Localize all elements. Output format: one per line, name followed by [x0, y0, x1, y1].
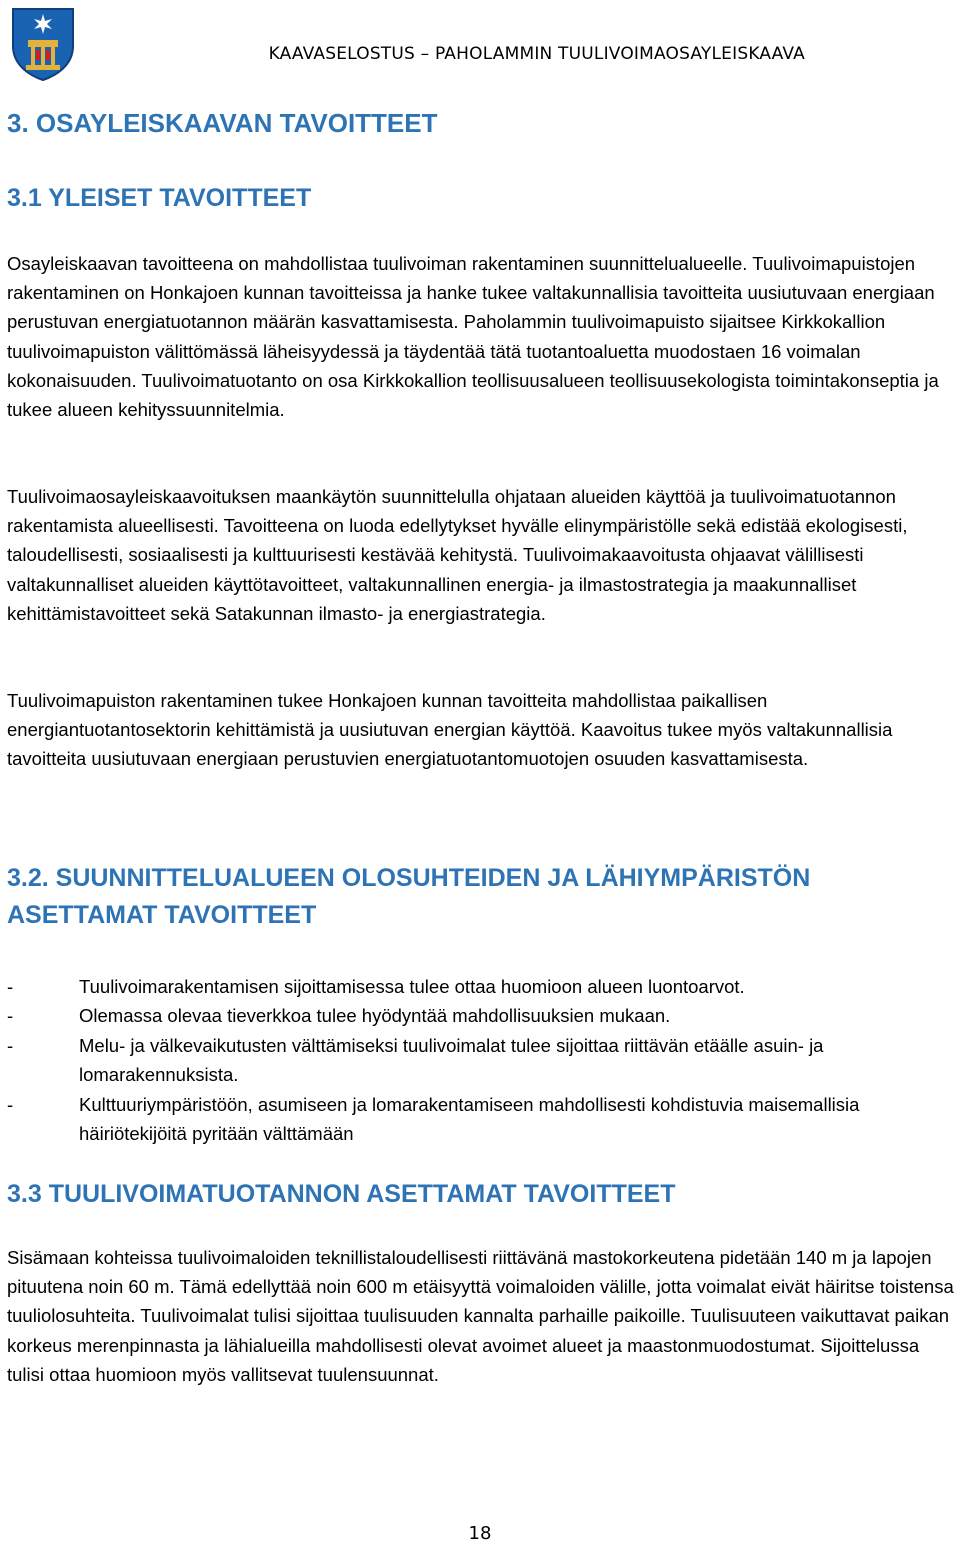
- list-bullet-dash: -: [7, 976, 14, 997]
- list-item: [7, 1001, 959, 1030]
- list-item-text: Kulttuuriympäristöön, asumiseen ja lomarakentamiseen mahdollisesti kohdistuvia maisemallisia häiriötekijöitä pyritään välttämään: [79, 1093, 860, 1145]
- section-3-3-heading: 3.3 TUULIVOIMATUOTANNON ASETTAMAT TAVOITTEET: [7, 1180, 676, 1208]
- section-3-3-paragraph-1: Sisämaan kohteissa tuulivoimaloiden teknillistaloudellisesti riittävänä mastokorkeutena pidetään 140 m ja lapojen pituutena noin 60 m. Tämä edellyttää noin 600 m etäisyyttä voimaloiden välille, jotta voimalat eivät häiritse toistensa tuuliolosuhteita. Tuulivoimalat tulisi sijoittaa tuulisuuden kannalta parhaille paikoille. Tuulisuuteen vaikuttavat paikan korkeus merenpinnasta ja lähialueilla mahdollisesti olevat avoimet alueet ja maastonmuodostumat. Sijoittelussa tulisi ottaa huomioon myös vallitsevat tuulensuunnat.: [7, 1247, 954, 1385]
- list-bullet-dash: -: [7, 1034, 14, 1056]
- section-3-1-paragraph-2: Tuulivoimaosayleiskaavoituksen maankäytön suunnittelulla ohjataan alueiden käyttöä ja tuulivoimatuotannon rakentamista alueellisesti. Tavoitteena on luoda edellytykset hyvälle elinympäristölle sekä edistää ekologisesti, taloudellisesti, sosiaalisesti ja kulttuurisesti kestävää kehitystä. Tuulivoimakaavoitusta ohjaavat välillisesti valtakunnalliset alueiden käyttötavoitteet, valtakunnallinen energia- ja ilmastostrategia ja maakunnalliset kehittämistavoitteet sekä Satakunnan ilmasto- ja energiastrategia.: [7, 486, 908, 624]
- list-item-text: Olemassa olevaa tieverkkoa tulee hyödyntää mahdollisuuksien mukaan.: [79, 1005, 671, 1027]
- list-item-text: Tuulivoimarakentamisen sijoittamisessa tulee ottaa huomioon alueen luontoarvot.: [79, 976, 745, 997]
- section-3-2-goal-list: [7, 972, 959, 1148]
- section-3-1-heading: 3.1 YLEISET TAVOITTEET: [7, 184, 312, 212]
- section-3-1-paragraph-1: Osayleiskaavan tavoitteena on mahdollistaa tuulivoiman rakentaminen suunnittelualueelle. Tuulivoimapuistojen rakentaminen on Honkajoen kunnan tavoitteissa ja hanke tukee valtakunnallisia tavoitteita uusiutuvaan energiaan perustuvan energiatuotannon määrän kasvattamisesta. Paholammin tuulivoimapuisto sijaitsee Kirkkokallion tuulivoimapuiston välittömässä läheisyydessä ja täydentää tätä tuotantoaluetta muodostaen 16 voimalan kokonaisuuden. Tuulivoimatuotanto on osa Kirkkokallion teollisuusalueen teollisuusekologista toimintakonseptia ja tukee alueen kehityssuunnitelmia.: [7, 253, 939, 421]
- municipality-crest-icon: [10, 6, 76, 82]
- list-item: [7, 972, 959, 1001]
- list-bullet-dash: -: [7, 1093, 14, 1115]
- list-item: [7, 1090, 959, 1149]
- section-3-2-heading: 3.2. SUUNNITTELUALUEEN OLOSUHTEIDEN JA LÄHIYMPÄRISTÖN ASETTAMAT TAVOITTEET: [7, 864, 811, 929]
- document-header-title: KAAVASELOSTUS – PAHOLAMMIN TUULIVOIMAOSAYLEISKAAVA: [268, 44, 805, 64]
- list-item-text: Melu- ja välkevaikutusten välttämiseksi tuulivoimalat tulee sijoittaa riittävän etäälle asuin- ja lomarakennuksista.: [79, 1034, 824, 1086]
- list-bullet-dash: -: [7, 1005, 14, 1027]
- section-3-heading: 3. OSAYLEISKAAVAN TAVOITTEET: [7, 108, 438, 138]
- section-3-1-paragraph-3: Tuulivoimapuiston rakentaminen tukee Honkajoen kunnan tavoitteita mahdollistaa paikallisen energiantuotantosektorin kehittämistä ja uusiutuvan energian käyttöä. Kaavoitus tukee myös valtakunnallisia tavoitteita uusiutuvaan energiaan perustuvien energiatuotantomuotojen osuuden kasvattamisesta.: [7, 690, 893, 770]
- list-item: [7, 1031, 959, 1090]
- page-number: 18: [468, 1523, 492, 1544]
